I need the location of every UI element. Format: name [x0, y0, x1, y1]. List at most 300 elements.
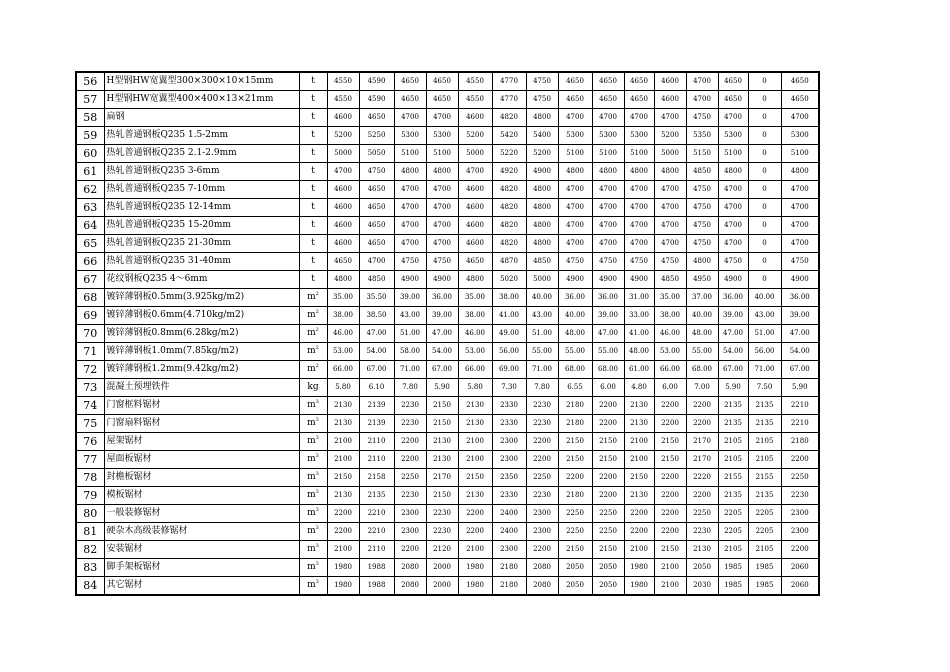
- price-cell: 39.00: [426, 307, 458, 325]
- price-cell: 2250: [394, 469, 426, 487]
- price-cell: 2050: [558, 577, 592, 596]
- price-cell: 4600: [327, 217, 359, 235]
- table-row: [76, 127, 819, 145]
- unit-cell: [299, 181, 327, 199]
- price-cell: 5420: [492, 127, 526, 145]
- price-cell: 4900: [624, 271, 654, 289]
- price-cell: 5220: [492, 145, 526, 163]
- price-cell: 2150: [654, 541, 686, 559]
- unit-text: t: [311, 130, 315, 140]
- price-cell: 5300: [592, 127, 624, 145]
- price-table: [75, 71, 820, 596]
- price-cell: 2250: [592, 523, 624, 541]
- unit-text: t: [311, 274, 315, 284]
- price-cell: 4600: [327, 109, 359, 127]
- unit-cell: [299, 325, 327, 343]
- price-cell: 5100: [558, 145, 592, 163]
- material-name: 热轧普通钢板Q235 3-6mm: [104, 163, 299, 181]
- price-cell: 1985: [748, 559, 781, 577]
- price-cell: 4600: [458, 181, 492, 199]
- price-cell: 2135: [718, 487, 748, 505]
- price-cell: 2130: [624, 415, 654, 433]
- price-cell: 2205: [718, 523, 748, 541]
- row-number: 79: [76, 487, 104, 505]
- price-cell: 4550: [458, 91, 492, 109]
- price-cell: 4700: [592, 109, 624, 127]
- price-cell: 4700: [426, 181, 458, 199]
- price-cell: 4650: [592, 72, 624, 91]
- price-cell: 2250: [558, 505, 592, 523]
- price-cell: 2200: [654, 505, 686, 523]
- price-cell: 2170: [686, 433, 718, 451]
- price-cell: 2200: [327, 505, 359, 523]
- table-row: [76, 343, 819, 361]
- row-number: 82: [76, 541, 104, 559]
- price-cell: 4700: [394, 235, 426, 253]
- price-cell: 40.00: [526, 289, 558, 307]
- price-cell: 4650: [781, 72, 819, 91]
- row-number: 56: [76, 72, 104, 91]
- table-body: [76, 72, 819, 595]
- price-cell: 2150: [654, 433, 686, 451]
- price-cell: 36.00: [426, 289, 458, 307]
- price-cell: 2050: [686, 559, 718, 577]
- price-cell: 53.00: [458, 343, 492, 361]
- row-number: 60: [76, 145, 104, 163]
- price-cell: 49.00: [492, 325, 526, 343]
- price-cell: 5.90: [781, 379, 819, 397]
- price-cell: 2200: [458, 523, 492, 541]
- price-cell: 2230: [526, 415, 558, 433]
- price-cell: 4650: [327, 253, 359, 271]
- price-cell: 4650: [624, 91, 654, 109]
- price-cell: 54.00: [359, 343, 394, 361]
- price-cell: 0: [748, 181, 781, 199]
- table-row: [76, 379, 819, 397]
- price-cell: 39.00: [394, 289, 426, 307]
- price-cell: 2100: [624, 451, 654, 469]
- table-row: [76, 109, 819, 127]
- price-cell: 2200: [624, 523, 654, 541]
- price-cell: 39.00: [592, 307, 624, 325]
- price-cell: 2000: [426, 577, 458, 596]
- price-cell: 4600: [654, 72, 686, 91]
- price-cell: 5100: [781, 145, 819, 163]
- price-cell: 5100: [718, 145, 748, 163]
- price-cell: 2300: [492, 541, 526, 559]
- price-cell: 5300: [718, 127, 748, 145]
- price-cell: 2400: [492, 523, 526, 541]
- price-cell: 2200: [654, 487, 686, 505]
- price-cell: 4900: [592, 271, 624, 289]
- price-cell: 2200: [394, 433, 426, 451]
- unit-cell: [299, 199, 327, 217]
- price-cell: 7.80: [526, 379, 558, 397]
- price-cell: 36.00: [781, 289, 819, 307]
- table-row: [76, 469, 819, 487]
- price-cell: 4650: [558, 91, 592, 109]
- material-name: 模板锯材: [104, 487, 299, 505]
- price-cell: 43.00: [748, 307, 781, 325]
- price-cell: 4650: [426, 91, 458, 109]
- price-cell: 4700: [327, 163, 359, 181]
- price-cell: 4800: [718, 163, 748, 181]
- unit-cell: [299, 217, 327, 235]
- unit-cell: [299, 109, 327, 127]
- price-cell: 69.00: [492, 361, 526, 379]
- price-cell: 5100: [592, 145, 624, 163]
- price-cell: 4700: [359, 253, 394, 271]
- table-row: [76, 91, 819, 109]
- price-cell: 67.00: [426, 361, 458, 379]
- price-cell: 7.50: [748, 379, 781, 397]
- price-cell: 4650: [558, 72, 592, 91]
- price-cell: 47.00: [426, 325, 458, 343]
- unit-text: m: [307, 400, 316, 410]
- price-cell: 5050: [359, 145, 394, 163]
- table-row: [76, 235, 819, 253]
- price-cell: 2200: [327, 523, 359, 541]
- price-cell: 38.00: [654, 307, 686, 325]
- unit-text: m: [307, 526, 316, 536]
- price-cell: 4700: [426, 109, 458, 127]
- price-cell: 4900: [426, 271, 458, 289]
- material-name: 门窗扇料锯材: [104, 415, 299, 433]
- price-cell: 4800: [426, 163, 458, 181]
- price-cell: 47.00: [592, 325, 624, 343]
- price-cell: 2130: [458, 397, 492, 415]
- price-cell: 4650: [426, 72, 458, 91]
- row-number: 71: [76, 343, 104, 361]
- row-number: 63: [76, 199, 104, 217]
- price-cell: 4700: [624, 235, 654, 253]
- table-row: [76, 217, 819, 235]
- price-cell: 0: [748, 199, 781, 217]
- price-cell: 4700: [394, 109, 426, 127]
- price-cell: 4900: [781, 271, 819, 289]
- price-cell: 4920: [492, 163, 526, 181]
- price-cell: 55.00: [526, 343, 558, 361]
- row-number: 68: [76, 289, 104, 307]
- price-cell: 2155: [748, 469, 781, 487]
- material-name: 门窗框料锯材: [104, 397, 299, 415]
- price-cell: 35.00: [654, 289, 686, 307]
- price-cell: 2200: [526, 451, 558, 469]
- price-cell: 37.00: [686, 289, 718, 307]
- price-cell: 33.00: [624, 307, 654, 325]
- price-cell: 4950: [686, 271, 718, 289]
- price-cell: 4800: [526, 109, 558, 127]
- price-cell: 4820: [492, 235, 526, 253]
- unit-text: m: [307, 454, 316, 464]
- price-cell: 53.00: [327, 343, 359, 361]
- price-cell: 68.00: [686, 361, 718, 379]
- price-cell: 36.00: [592, 289, 624, 307]
- price-cell: 2200: [394, 451, 426, 469]
- price-cell: 46.00: [327, 325, 359, 343]
- table-row: [76, 559, 819, 577]
- price-cell: 5.90: [426, 379, 458, 397]
- price-cell: 67.00: [781, 361, 819, 379]
- price-cell: 4800: [654, 163, 686, 181]
- price-cell: 2200: [686, 487, 718, 505]
- unit-cell: [299, 289, 327, 307]
- price-cell: 2060: [781, 577, 819, 596]
- price-cell: 2105: [718, 541, 748, 559]
- table-row: [76, 487, 819, 505]
- price-cell: 4800: [526, 181, 558, 199]
- price-cell: 2135: [748, 487, 781, 505]
- price-cell: 51.00: [526, 325, 558, 343]
- price-cell: 4700: [592, 181, 624, 199]
- price-cell: 5200: [458, 127, 492, 145]
- price-cell: 2150: [327, 469, 359, 487]
- price-cell: 2150: [558, 541, 592, 559]
- price-cell: 2150: [558, 451, 592, 469]
- price-cell: 5100: [394, 145, 426, 163]
- price-cell: 2200: [654, 415, 686, 433]
- unit-text: m: [307, 562, 316, 572]
- material-name: 封檐板锯材: [104, 469, 299, 487]
- price-cell: 2200: [558, 469, 592, 487]
- row-number: 73: [76, 379, 104, 397]
- price-cell: 2300: [492, 433, 526, 451]
- price-cell: 4750: [558, 253, 592, 271]
- unit-cell: [299, 343, 327, 361]
- price-cell: 4800: [686, 253, 718, 271]
- price-cell: 4600: [458, 199, 492, 217]
- price-cell: 2230: [426, 505, 458, 523]
- price-cell: 2210: [781, 397, 819, 415]
- unit-text: m: [307, 472, 316, 482]
- price-cell: 2120: [426, 541, 458, 559]
- unit-exponent: 3: [315, 471, 319, 477]
- price-cell: 4750: [654, 253, 686, 271]
- price-cell: 5000: [654, 145, 686, 163]
- price-cell: 2250: [592, 505, 624, 523]
- price-cell: 4650: [718, 72, 748, 91]
- price-cell: 2230: [426, 523, 458, 541]
- price-cell: 2139: [359, 397, 394, 415]
- price-cell: 2110: [359, 541, 394, 559]
- price-cell: 5200: [327, 127, 359, 145]
- price-cell: 2135: [718, 397, 748, 415]
- row-number: 80: [76, 505, 104, 523]
- price-cell: 54.00: [781, 343, 819, 361]
- material-name: 镀锌薄钢板0.5mm(3.925kg/m2): [104, 289, 299, 307]
- price-cell: 2180: [558, 415, 592, 433]
- price-cell: 4900: [718, 271, 748, 289]
- unit-exponent: 3: [315, 399, 319, 405]
- unit-exponent: 2: [315, 291, 319, 297]
- price-cell: 4700: [558, 235, 592, 253]
- price-cell: 2205: [748, 523, 781, 541]
- price-cell: 2150: [654, 451, 686, 469]
- price-cell: 5200: [526, 145, 558, 163]
- price-cell: 4800: [327, 271, 359, 289]
- price-cell: 4550: [327, 91, 359, 109]
- row-number: 58: [76, 109, 104, 127]
- price-cell: 66.00: [327, 361, 359, 379]
- price-cell: 71.00: [748, 361, 781, 379]
- price-cell: 1980: [624, 559, 654, 577]
- price-cell: 4700: [592, 235, 624, 253]
- row-number: 59: [76, 127, 104, 145]
- price-cell: 2300: [781, 523, 819, 541]
- price-cell: 2110: [359, 451, 394, 469]
- price-cell: 4600: [327, 199, 359, 217]
- unit-text: m: [307, 310, 316, 320]
- price-cell: 4600: [327, 181, 359, 199]
- price-cell: 0: [748, 217, 781, 235]
- price-cell: 5250: [359, 127, 394, 145]
- price-cell: 2330: [492, 397, 526, 415]
- material-name: 脚手架板锯材: [104, 559, 299, 577]
- price-cell: 4700: [624, 217, 654, 235]
- price-cell: 2150: [558, 433, 592, 451]
- material-name: 花纹钢板Q235 4～6mm: [104, 271, 299, 289]
- material-name: 热轧普通钢板Q235 1.5-2mm: [104, 127, 299, 145]
- price-cell: 2100: [458, 451, 492, 469]
- price-cell: 46.00: [654, 325, 686, 343]
- price-cell: 6.10: [359, 379, 394, 397]
- price-cell: 4900: [394, 271, 426, 289]
- price-cell: 2100: [458, 433, 492, 451]
- price-cell: 4700: [718, 235, 748, 253]
- price-cell: 35.00: [458, 289, 492, 307]
- row-number: 69: [76, 307, 104, 325]
- unit-exponent: 2: [315, 327, 319, 333]
- price-cell: 7.80: [394, 379, 426, 397]
- unit-exponent: 3: [315, 489, 319, 495]
- price-cell: 41.00: [492, 307, 526, 325]
- price-cell: 4650: [781, 91, 819, 109]
- price-cell: 47.00: [359, 325, 394, 343]
- price-cell: 2200: [686, 415, 718, 433]
- price-cell: 0: [748, 91, 781, 109]
- price-cell: 4700: [558, 199, 592, 217]
- price-cell: 2330: [492, 415, 526, 433]
- price-cell: 2105: [718, 433, 748, 451]
- price-cell: 53.00: [654, 343, 686, 361]
- price-cell: 2080: [526, 577, 558, 596]
- price-cell: 39.00: [718, 307, 748, 325]
- price-cell: 4600: [458, 217, 492, 235]
- price-cell: 2200: [526, 433, 558, 451]
- material-name: 扁钢: [104, 109, 299, 127]
- material-name: 镀锌薄钢板0.6mm(4.710kg/m2): [104, 307, 299, 325]
- price-cell: 2150: [426, 487, 458, 505]
- price-cell: 35.00: [327, 289, 359, 307]
- material-name: 热轧普通钢板Q235 15-20mm: [104, 217, 299, 235]
- price-cell: 4700: [718, 181, 748, 199]
- price-cell: 2030: [686, 577, 718, 596]
- price-cell: 0: [748, 253, 781, 271]
- price-cell: 4700: [426, 235, 458, 253]
- price-cell: 4800: [526, 199, 558, 217]
- table-row: [76, 433, 819, 451]
- table-row: [76, 163, 819, 181]
- unit-text: m: [307, 292, 316, 302]
- price-cell: 4.80: [624, 379, 654, 397]
- price-cell: 2130: [327, 397, 359, 415]
- price-cell: 2180: [492, 577, 526, 596]
- price-cell: 2158: [359, 469, 394, 487]
- price-cell: 5150: [686, 145, 718, 163]
- price-cell: 2200: [526, 541, 558, 559]
- price-cell: 4590: [359, 72, 394, 91]
- price-cell: 5300: [426, 127, 458, 145]
- price-cell: 2100: [458, 541, 492, 559]
- price-cell: 5000: [526, 271, 558, 289]
- row-number: 64: [76, 217, 104, 235]
- price-cell: 2205: [748, 505, 781, 523]
- price-cell: 2050: [558, 559, 592, 577]
- price-cell: 2205: [718, 505, 748, 523]
- price-cell: 2105: [748, 433, 781, 451]
- unit-text: m: [307, 436, 316, 446]
- price-cell: 68.00: [558, 361, 592, 379]
- price-cell: 5300: [558, 127, 592, 145]
- price-cell: 4700: [781, 181, 819, 199]
- price-cell: 2060: [781, 559, 819, 577]
- price-cell: 4650: [359, 217, 394, 235]
- price-cell: 39.00: [781, 307, 819, 325]
- row-number: 83: [76, 559, 104, 577]
- price-cell: 4770: [492, 72, 526, 91]
- price-cell: 2050: [592, 559, 624, 577]
- price-cell: 2200: [686, 397, 718, 415]
- table-row: [76, 541, 819, 559]
- price-cell: 4750: [426, 253, 458, 271]
- price-cell: 2200: [654, 397, 686, 415]
- price-cell: 4600: [327, 235, 359, 253]
- price-cell: 2100: [624, 541, 654, 559]
- price-cell: 2230: [526, 487, 558, 505]
- price-cell: 56.00: [492, 343, 526, 361]
- price-cell: 4700: [558, 181, 592, 199]
- unit-exponent: 3: [315, 453, 319, 459]
- price-cell: 38.50: [359, 307, 394, 325]
- table-row: [76, 145, 819, 163]
- unit-cell: [299, 559, 327, 577]
- row-number: 72: [76, 361, 104, 379]
- price-cell: 2170: [426, 469, 458, 487]
- price-cell: 2100: [327, 433, 359, 451]
- price-cell: 2200: [781, 541, 819, 559]
- price-cell: 4820: [492, 217, 526, 235]
- price-cell: 4700: [781, 217, 819, 235]
- price-cell: 4700: [558, 217, 592, 235]
- price-cell: 6.00: [592, 379, 624, 397]
- price-cell: 4770: [492, 91, 526, 109]
- material-name: H型钢HW宽翼型300×300×10×15mm: [104, 72, 299, 91]
- price-cell: 2230: [526, 397, 558, 415]
- price-cell: 4700: [592, 217, 624, 235]
- price-cell: 4700: [718, 109, 748, 127]
- price-cell: 2130: [458, 415, 492, 433]
- price-cell: 66.00: [458, 361, 492, 379]
- price-cell: 2210: [359, 523, 394, 541]
- price-cell: 2200: [624, 505, 654, 523]
- row-number: 77: [76, 451, 104, 469]
- row-number: 66: [76, 253, 104, 271]
- price-cell: 5350: [686, 127, 718, 145]
- price-cell: 2130: [327, 415, 359, 433]
- price-cell: 0: [748, 109, 781, 127]
- unit-text: m: [307, 364, 316, 374]
- price-cell: 4590: [359, 91, 394, 109]
